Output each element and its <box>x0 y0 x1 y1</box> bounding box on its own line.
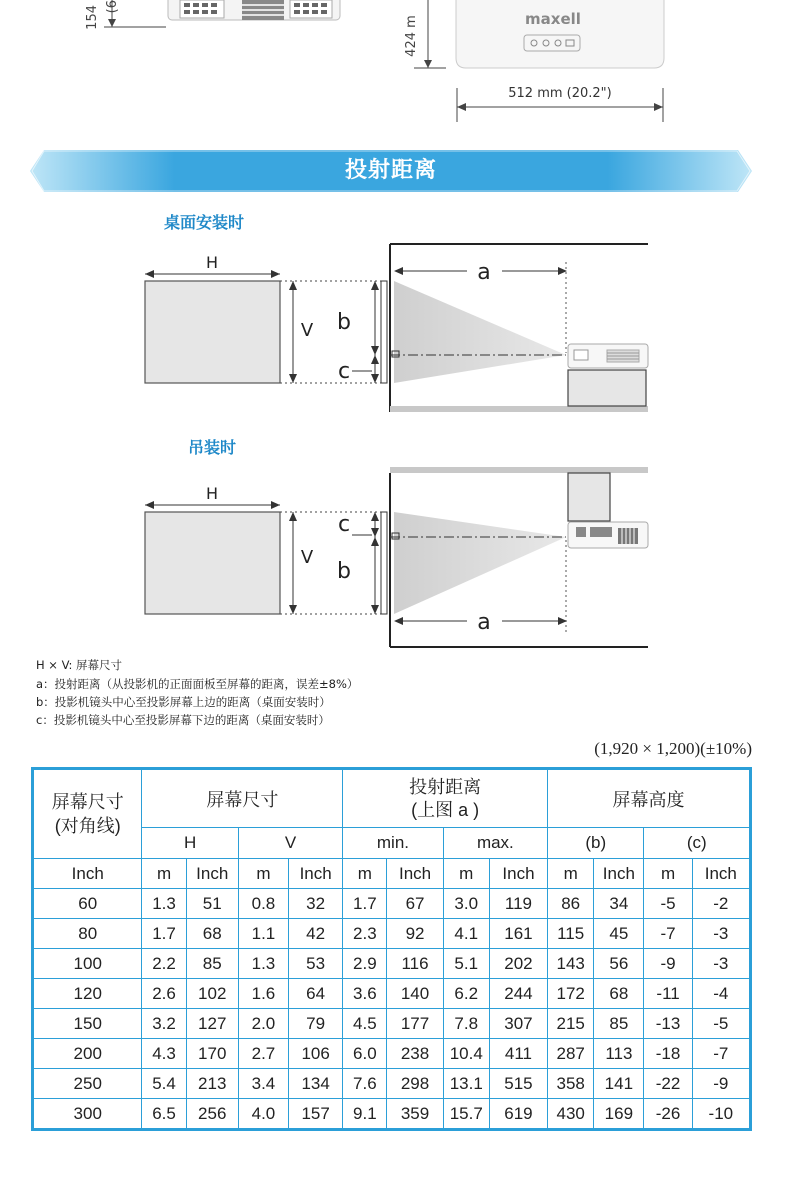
ceiling-label-v: V <box>300 547 314 568</box>
ceiling-projector <box>568 522 648 548</box>
table-cell: 213 <box>186 1069 238 1099</box>
unit-cell: Inch <box>387 859 443 889</box>
table-cell: 238 <box>387 1039 443 1069</box>
header-screen-size: 屏幕尺寸 <box>142 769 343 828</box>
table-cell: 2.6 <box>142 979 186 1009</box>
table-cell: 172 <box>548 979 594 1009</box>
table-cell: 2.3 <box>343 919 387 949</box>
table-cell: -3 <box>692 919 750 949</box>
table-cell: 56 <box>594 949 644 979</box>
table-cell: 1.7 <box>142 919 186 949</box>
table-cell: 307 <box>489 1009 547 1039</box>
table-cell: 85 <box>186 949 238 979</box>
table-cell: 2.2 <box>142 949 186 979</box>
table-row <box>33 1039 751 1069</box>
unit-cell: Inch <box>33 859 142 889</box>
ceiling-label-b: b <box>337 559 351 584</box>
unit-cell: m <box>238 859 288 889</box>
table-cell: 4.5 <box>343 1009 387 1039</box>
table-cell: 7.8 <box>443 1009 489 1039</box>
throw-distance-table <box>31 767 752 1131</box>
table-cell: 1.6 <box>238 979 288 1009</box>
table-cell: 102 <box>186 979 238 1009</box>
table-row <box>33 919 751 949</box>
desk-mount-diagram <box>145 244 648 412</box>
table-cell: 127 <box>186 1009 238 1039</box>
table-cell: 0.8 <box>238 889 288 919</box>
table-cell: 53 <box>289 949 343 979</box>
table-cell: 1.3 <box>238 949 288 979</box>
table-cell: 1.1 <box>238 919 288 949</box>
table-cell: 15.7 <box>443 1099 489 1130</box>
table-cell: 5.4 <box>142 1069 186 1099</box>
table-cell: 79 <box>289 1009 343 1039</box>
table-cell: -7 <box>692 1039 750 1069</box>
table-cell: -2 <box>692 889 750 919</box>
unit-cell: Inch <box>289 859 343 889</box>
table-cell: 244 <box>489 979 547 1009</box>
unit-cell: Inch <box>186 859 238 889</box>
unit-cell: m <box>644 859 692 889</box>
table-cell: 4.1 <box>443 919 489 949</box>
unit-cell: m <box>343 859 387 889</box>
table-cell: -4 <box>692 979 750 1009</box>
table-cell: 60 <box>33 889 142 919</box>
table-cell: 68 <box>594 979 644 1009</box>
resolution-note: (1,920 × 1,200)(±10%) <box>594 739 752 758</box>
table-cell: 86 <box>548 889 594 919</box>
table-cell: 359 <box>387 1099 443 1130</box>
table-cell: 170 <box>186 1039 238 1069</box>
table-cell: 68 <box>186 919 238 949</box>
table-cell: 157 <box>289 1099 343 1130</box>
table-cell: 287 <box>548 1039 594 1069</box>
table-cell: -7 <box>644 919 692 949</box>
table-cell: 80 <box>33 919 142 949</box>
table-cell: -13 <box>644 1009 692 1039</box>
table-cell: 2.9 <box>343 949 387 979</box>
table-cell: 120 <box>33 979 142 1009</box>
table-cell: 6.5 <box>142 1099 186 1130</box>
unit-cell: Inch <box>692 859 750 889</box>
subheader-b: (b) <box>548 828 644 859</box>
table-cell: 161 <box>489 919 547 949</box>
table-row <box>33 1009 751 1039</box>
section-title: 投射距离 <box>344 158 437 183</box>
table-cell: 169 <box>594 1099 644 1130</box>
header-throw-distance: 投射距离 (上图 a ) <box>343 769 548 828</box>
desk-label-a: a <box>477 260 491 285</box>
table-row <box>33 889 751 919</box>
table-cell: 34 <box>594 889 644 919</box>
legend-c: c：投影机镜头中心至投影屏幕下边的距离（桌面安装时） <box>36 713 330 727</box>
dim-left-label-2: (6 <box>105 0 120 14</box>
subheader-max: max. <box>443 828 547 859</box>
desk-screen <box>145 281 280 383</box>
table-cell: 358 <box>548 1069 594 1099</box>
desk-mount-title: 桌面安装时 <box>164 213 245 232</box>
table-cell: 64 <box>289 979 343 1009</box>
table-cell: 3.2 <box>142 1009 186 1039</box>
legend-a: a：投射距离（从投影机的正面面板至屏幕的距离，误差±8%） <box>36 677 359 691</box>
unit-cell: m <box>443 859 489 889</box>
table-cell: 143 <box>548 949 594 979</box>
table-units-row <box>33 859 751 889</box>
table-cell: 515 <box>489 1069 547 1099</box>
table-cell: 116 <box>387 949 443 979</box>
table-cell: 13.1 <box>443 1069 489 1099</box>
table-cell: 256 <box>186 1099 238 1130</box>
table-cell: -9 <box>644 949 692 979</box>
desk-label-v: V <box>300 320 314 341</box>
table-cell: 119 <box>489 889 547 919</box>
subheader-c: (c) <box>644 828 751 859</box>
table-cell: 200 <box>33 1039 142 1069</box>
table-cell: -5 <box>692 1009 750 1039</box>
table-cell: 45 <box>594 919 644 949</box>
table-cell: 115 <box>548 919 594 949</box>
table-cell: 150 <box>33 1009 142 1039</box>
table-cell: 7.6 <box>343 1069 387 1099</box>
table-cell: 67 <box>387 889 443 919</box>
table-cell: -9 <box>692 1069 750 1099</box>
ceiling-label-c: c <box>337 512 351 537</box>
table-cell: -10 <box>692 1099 750 1130</box>
desk-label-c: c <box>337 359 351 384</box>
table-cell: 3.4 <box>238 1069 288 1099</box>
table-cell: 141 <box>594 1069 644 1099</box>
unit-cell: Inch <box>594 859 644 889</box>
table-cell: 2.7 <box>238 1039 288 1069</box>
table-cell: -26 <box>644 1099 692 1130</box>
table-row <box>33 1099 751 1130</box>
header-diagonal: 屏幕尺寸 (对角线) <box>33 769 142 859</box>
table-cell: -11 <box>644 979 692 1009</box>
table-cell: 3.6 <box>343 979 387 1009</box>
unit-cell: m <box>142 859 186 889</box>
table-row <box>33 949 751 979</box>
dim-height-label: 424 m <box>404 15 419 57</box>
table-cell: -5 <box>644 889 692 919</box>
desk-label-h: H <box>205 253 219 272</box>
legend-b: b：投影机镜头中心至投影屏幕上边的距离（桌面安装时） <box>36 695 331 709</box>
table-cell: 10.4 <box>443 1039 489 1069</box>
header-screen-height: 屏幕高度 <box>548 769 751 828</box>
ceiling-label-h: H <box>205 484 219 503</box>
table-cell: 4.3 <box>142 1039 186 1069</box>
table-cell: 85 <box>594 1009 644 1039</box>
table-cell: 134 <box>289 1069 343 1099</box>
table-cell: 1.3 <box>142 889 186 919</box>
ceiling-label-a: a <box>477 610 491 635</box>
table-cell: 100 <box>33 949 142 979</box>
table-cell: 619 <box>489 1099 547 1130</box>
table-cell: 32 <box>289 889 343 919</box>
table-cell: 113 <box>594 1039 644 1069</box>
table-row <box>33 979 751 1009</box>
dim-width-label: 512 mm (20.2") <box>508 86 612 101</box>
unit-cell: Inch <box>489 859 547 889</box>
table-cell: 5.1 <box>443 949 489 979</box>
table-cell: 6.2 <box>443 979 489 1009</box>
table-cell: 4.0 <box>238 1099 288 1130</box>
table-cell: 215 <box>548 1009 594 1039</box>
table-cell: -3 <box>692 949 750 979</box>
table-cell: 411 <box>489 1039 547 1069</box>
table-cell: 1.7 <box>343 889 387 919</box>
unit-cell: m <box>548 859 594 889</box>
table-cell: 106 <box>289 1039 343 1069</box>
table-cell: 202 <box>489 949 547 979</box>
ceiling-mount-title: 吊装时 <box>188 438 237 457</box>
table-body <box>33 859 751 1130</box>
table-cell: -18 <box>644 1039 692 1069</box>
desk-projector <box>568 344 648 368</box>
subheader-v: V <box>238 828 342 859</box>
table-cell: 298 <box>387 1069 443 1099</box>
dim-left-label: 154 <box>85 5 100 30</box>
table-cell: 42 <box>289 919 343 949</box>
table-cell: 92 <box>387 919 443 949</box>
table-cell: 51 <box>186 889 238 919</box>
table-row <box>33 1069 751 1099</box>
table-cell: 300 <box>33 1099 142 1130</box>
table-cell: 250 <box>33 1069 142 1099</box>
legend-hv: H × V: 屏幕尺寸 <box>36 658 123 672</box>
table-cell: 177 <box>387 1009 443 1039</box>
table-cell: 9.1 <box>343 1099 387 1130</box>
table-cell: 2.0 <box>238 1009 288 1039</box>
brand-logo: maxell <box>525 10 581 28</box>
table-cell: -22 <box>644 1069 692 1099</box>
table-cell: 430 <box>548 1099 594 1130</box>
subheader-min: min. <box>343 828 443 859</box>
ceiling-mount-diagram <box>145 467 648 647</box>
desk-label-b: b <box>337 310 351 335</box>
table-cell: 3.0 <box>443 889 489 919</box>
subheader-h: H <box>142 828 238 859</box>
table-cell: 140 <box>387 979 443 1009</box>
ceiling-screen <box>145 512 280 614</box>
table-cell: 6.0 <box>343 1039 387 1069</box>
